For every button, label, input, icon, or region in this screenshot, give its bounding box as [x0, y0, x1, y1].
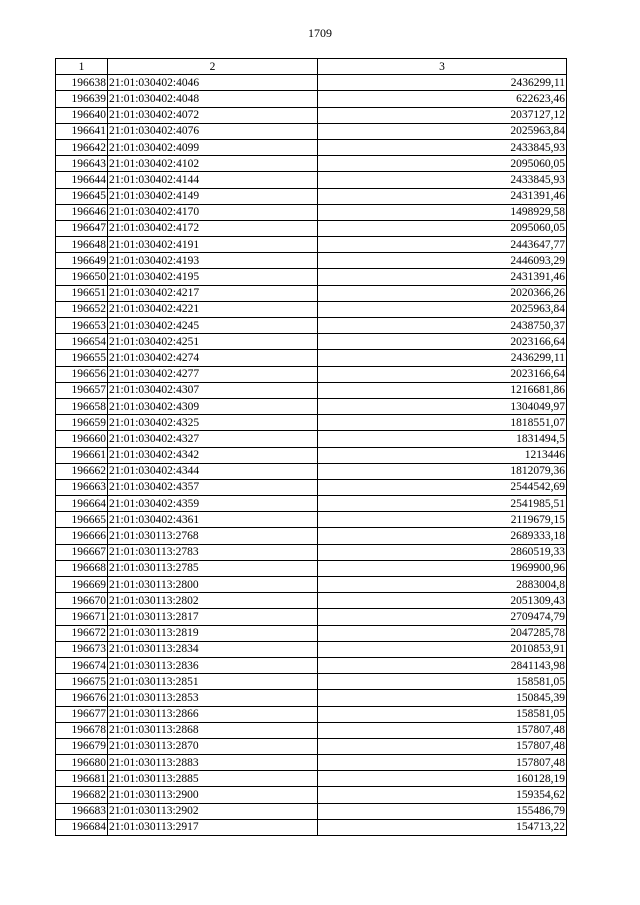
cadastral-number-cell: 21:01:030402:4221 — [108, 301, 318, 317]
column-header-1: 1 — [56, 59, 108, 75]
row-number-cell: 196661 — [56, 447, 108, 463]
table-row — [56, 334, 567, 350]
row-number-cell: 196644 — [56, 172, 108, 188]
value-cell: 158581,05 — [318, 674, 567, 690]
cadastral-number-cell: 21:01:030113:2836 — [108, 657, 318, 673]
cadastral-number-cell: 21:01:030402:4327 — [108, 431, 318, 447]
row-number-cell: 196653 — [56, 318, 108, 334]
row-number-cell: 196672 — [56, 625, 108, 641]
table-row — [56, 156, 567, 172]
table-row — [56, 91, 567, 107]
row-number-cell: 196654 — [56, 334, 108, 350]
cadastral-number-cell: 21:01:030402:4102 — [108, 156, 318, 172]
cadastral-number-cell: 21:01:030402:4307 — [108, 382, 318, 398]
value-cell: 2119679,15 — [318, 512, 567, 528]
cadastral-number-cell: 21:01:030402:4076 — [108, 123, 318, 139]
cadastral-number-cell: 21:01:030402:4245 — [108, 318, 318, 334]
value-cell: 2023166,64 — [318, 366, 567, 382]
row-number-cell: 196656 — [56, 366, 108, 382]
cadastral-number-cell: 21:01:030113:2870 — [108, 738, 318, 754]
row-number-cell: 196660 — [56, 431, 108, 447]
cadastral-number-cell: 21:01:030402:4361 — [108, 512, 318, 528]
table-header — [56, 59, 567, 75]
value-cell: 157807,48 — [318, 755, 567, 771]
cadastral-number-cell: 21:01:030402:4072 — [108, 107, 318, 123]
value-cell: 2860519,33 — [318, 544, 567, 560]
value-cell: 2541985,51 — [318, 496, 567, 512]
row-number-cell: 196677 — [56, 706, 108, 722]
cadastral-number-cell: 21:01:030113:2868 — [108, 722, 318, 738]
row-number-cell: 196647 — [56, 220, 108, 236]
row-number-cell: 196645 — [56, 188, 108, 204]
cadastral-number-cell: 21:01:030402:4149 — [108, 188, 318, 204]
cadastral-number-cell: 21:01:030113:2819 — [108, 625, 318, 641]
row-number-cell: 196684 — [56, 819, 108, 835]
row-number-cell: 196658 — [56, 398, 108, 414]
cadastral-number-cell: 21:01:030402:4277 — [108, 366, 318, 382]
column-header-2: 2 — [108, 59, 318, 75]
value-cell: 2047285,78 — [318, 625, 567, 641]
cadastral-value-table — [55, 58, 567, 836]
table-row — [56, 755, 567, 771]
table-row — [56, 237, 567, 253]
value-cell: 2023166,64 — [318, 334, 567, 350]
value-cell: 2010853,91 — [318, 641, 567, 657]
table-row — [56, 318, 567, 334]
table-row — [56, 528, 567, 544]
row-number-cell: 196651 — [56, 285, 108, 301]
cadastral-number-cell: 21:01:030402:4046 — [108, 75, 318, 91]
row-number-cell: 196664 — [56, 496, 108, 512]
value-cell: 158581,05 — [318, 706, 567, 722]
value-cell: 1969900,96 — [318, 560, 567, 576]
cadastral-number-cell: 21:01:030113:2802 — [108, 593, 318, 609]
row-number-cell: 196675 — [56, 674, 108, 690]
value-cell: 2095060,05 — [318, 220, 567, 236]
row-number-cell: 196646 — [56, 204, 108, 220]
row-number-cell: 196655 — [56, 350, 108, 366]
value-cell: 157807,48 — [318, 722, 567, 738]
cadastral-number-cell: 21:01:030402:4048 — [108, 91, 318, 107]
table-row — [56, 220, 567, 236]
value-cell: 2433845,93 — [318, 139, 567, 155]
row-number-cell: 196657 — [56, 382, 108, 398]
cadastral-number-cell: 21:01:030402:4144 — [108, 172, 318, 188]
table-row — [56, 447, 567, 463]
value-cell: 1304049,97 — [318, 398, 567, 414]
row-number-cell: 196638 — [56, 75, 108, 91]
row-number-cell: 196678 — [56, 722, 108, 738]
table-row — [56, 819, 567, 835]
value-cell: 1498929,58 — [318, 204, 567, 220]
table-row — [56, 625, 567, 641]
value-cell: 157807,48 — [318, 738, 567, 754]
row-number-cell: 196669 — [56, 577, 108, 593]
table-row — [56, 107, 567, 123]
value-cell: 2443647,77 — [318, 237, 567, 253]
cadastral-number-cell: 21:01:030113:2866 — [108, 706, 318, 722]
value-cell: 2431391,46 — [318, 269, 567, 285]
cadastral-number-cell: 21:01:030113:2834 — [108, 641, 318, 657]
cadastral-number-cell: 21:01:030402:4170 — [108, 204, 318, 220]
cadastral-number-cell: 21:01:030113:2785 — [108, 560, 318, 576]
value-cell: 150845,39 — [318, 690, 567, 706]
cadastral-number-cell: 21:01:030402:4274 — [108, 350, 318, 366]
row-number-cell: 196642 — [56, 139, 108, 155]
cadastral-number-cell: 21:01:030113:2883 — [108, 755, 318, 771]
value-cell: 1216681,86 — [318, 382, 567, 398]
row-number-cell: 196674 — [56, 657, 108, 673]
cadastral-number-cell: 21:01:030402:4342 — [108, 447, 318, 463]
table-body — [56, 75, 567, 836]
table-row — [56, 253, 567, 269]
cadastral-number-cell: 21:01:030113:2800 — [108, 577, 318, 593]
value-cell: 2883004,8 — [318, 577, 567, 593]
value-cell: 154713,22 — [318, 819, 567, 835]
table-row — [56, 204, 567, 220]
table-row — [56, 479, 567, 495]
header-row — [56, 59, 567, 75]
row-number-cell: 196680 — [56, 755, 108, 771]
page-number: 1709 — [308, 26, 332, 40]
value-cell: 2841143,98 — [318, 657, 567, 673]
row-number-cell: 196670 — [56, 593, 108, 609]
table-row — [56, 75, 567, 91]
table-row — [56, 172, 567, 188]
row-number-cell: 196671 — [56, 609, 108, 625]
row-number-cell: 196659 — [56, 415, 108, 431]
table-row — [56, 398, 567, 414]
cadastral-number-cell: 21:01:030113:2902 — [108, 803, 318, 819]
value-cell: 1831494,5 — [318, 431, 567, 447]
cadastral-number-cell: 21:01:030402:4195 — [108, 269, 318, 285]
value-cell: 160128,19 — [318, 771, 567, 787]
table-row — [56, 657, 567, 673]
cadastral-number-cell: 21:01:030113:2885 — [108, 771, 318, 787]
value-cell: 2433845,93 — [318, 172, 567, 188]
row-number-cell: 196673 — [56, 641, 108, 657]
value-cell: 2025963,84 — [318, 123, 567, 139]
table-row — [56, 463, 567, 479]
value-cell: 2037127,12 — [318, 107, 567, 123]
table-row — [56, 641, 567, 657]
value-cell: 2689333,18 — [318, 528, 567, 544]
cadastral-number-cell: 21:01:030402:4359 — [108, 496, 318, 512]
value-cell: 2020366,26 — [318, 285, 567, 301]
table-row — [56, 560, 567, 576]
row-number-cell: 196641 — [56, 123, 108, 139]
table-row — [56, 139, 567, 155]
cadastral-number-cell: 21:01:030402:4251 — [108, 334, 318, 350]
cadastral-number-cell: 21:01:030402:4191 — [108, 237, 318, 253]
row-number-cell: 196663 — [56, 479, 108, 495]
value-cell: 2436299,11 — [318, 350, 567, 366]
cadastral-number-cell: 21:01:030113:2900 — [108, 787, 318, 803]
table-row — [56, 674, 567, 690]
cadastral-number-cell: 21:01:030113:2768 — [108, 528, 318, 544]
value-cell: 2025963,84 — [318, 301, 567, 317]
table-row — [56, 593, 567, 609]
row-number-cell: 196682 — [56, 787, 108, 803]
row-number-cell: 196639 — [56, 91, 108, 107]
cadastral-number-cell: 21:01:030113:2917 — [108, 819, 318, 835]
row-number-cell: 196676 — [56, 690, 108, 706]
row-number-cell: 196650 — [56, 269, 108, 285]
table-row — [56, 544, 567, 560]
row-number-cell: 196683 — [56, 803, 108, 819]
cadastral-number-cell: 21:01:030402:4344 — [108, 463, 318, 479]
row-number-cell: 196648 — [56, 237, 108, 253]
row-number-cell: 196640 — [56, 107, 108, 123]
value-cell: 2544542,69 — [318, 479, 567, 495]
cadastral-number-cell: 21:01:030402:4193 — [108, 253, 318, 269]
table-row — [56, 415, 567, 431]
row-number-cell: 196666 — [56, 528, 108, 544]
row-number-cell: 196643 — [56, 156, 108, 172]
table-row — [56, 188, 567, 204]
row-number-cell: 196679 — [56, 738, 108, 754]
value-cell: 622623,46 — [318, 91, 567, 107]
column-header-3: 3 — [318, 59, 567, 75]
cadastral-number-cell: 21:01:030113:2817 — [108, 609, 318, 625]
cadastral-number-cell: 21:01:030402:4357 — [108, 479, 318, 495]
cadastral-number-cell: 21:01:030113:2783 — [108, 544, 318, 560]
value-cell: 2709474,79 — [318, 609, 567, 625]
row-number-cell: 196681 — [56, 771, 108, 787]
cadastral-number-cell: 21:01:030402:4217 — [108, 285, 318, 301]
table-row — [56, 269, 567, 285]
cadastral-number-cell: 21:01:030113:2851 — [108, 674, 318, 690]
value-cell: 2446093,29 — [318, 253, 567, 269]
cadastral-number-cell: 21:01:030402:4309 — [108, 398, 318, 414]
value-cell: 2095060,05 — [318, 156, 567, 172]
table-row — [56, 496, 567, 512]
row-number-cell: 196662 — [56, 463, 108, 479]
cadastral-number-cell: 21:01:030402:4172 — [108, 220, 318, 236]
table-row — [56, 722, 567, 738]
value-cell: 2051309,43 — [318, 593, 567, 609]
cadastral-number-cell: 21:01:030402:4325 — [108, 415, 318, 431]
table-row — [56, 771, 567, 787]
row-number-cell: 196649 — [56, 253, 108, 269]
table-row — [56, 366, 567, 382]
cadastral-number-cell: 21:01:030113:2853 — [108, 690, 318, 706]
value-cell: 2431391,46 — [318, 188, 567, 204]
table-row — [56, 301, 567, 317]
table-row — [56, 609, 567, 625]
row-number-cell: 196665 — [56, 512, 108, 528]
table-row — [56, 738, 567, 754]
value-cell: 1213446 — [318, 447, 567, 463]
cadastral-number-cell: 21:01:030402:4099 — [108, 139, 318, 155]
table-row — [56, 787, 567, 803]
value-cell: 2436299,11 — [318, 75, 567, 91]
value-cell: 1812079,36 — [318, 463, 567, 479]
table-row — [56, 577, 567, 593]
table-row — [56, 512, 567, 528]
table-row — [56, 123, 567, 139]
table-row — [56, 350, 567, 366]
row-number-cell: 196668 — [56, 560, 108, 576]
table-row — [56, 285, 567, 301]
table-row — [56, 431, 567, 447]
table-row — [56, 382, 567, 398]
table-row — [56, 690, 567, 706]
row-number-cell: 196652 — [56, 301, 108, 317]
value-cell: 155486,79 — [318, 803, 567, 819]
row-number-cell: 196667 — [56, 544, 108, 560]
value-cell: 159354,62 — [318, 787, 567, 803]
value-cell: 2438750,37 — [318, 318, 567, 334]
value-cell: 1818551,07 — [318, 415, 567, 431]
table-row — [56, 706, 567, 722]
table-row — [56, 803, 567, 819]
